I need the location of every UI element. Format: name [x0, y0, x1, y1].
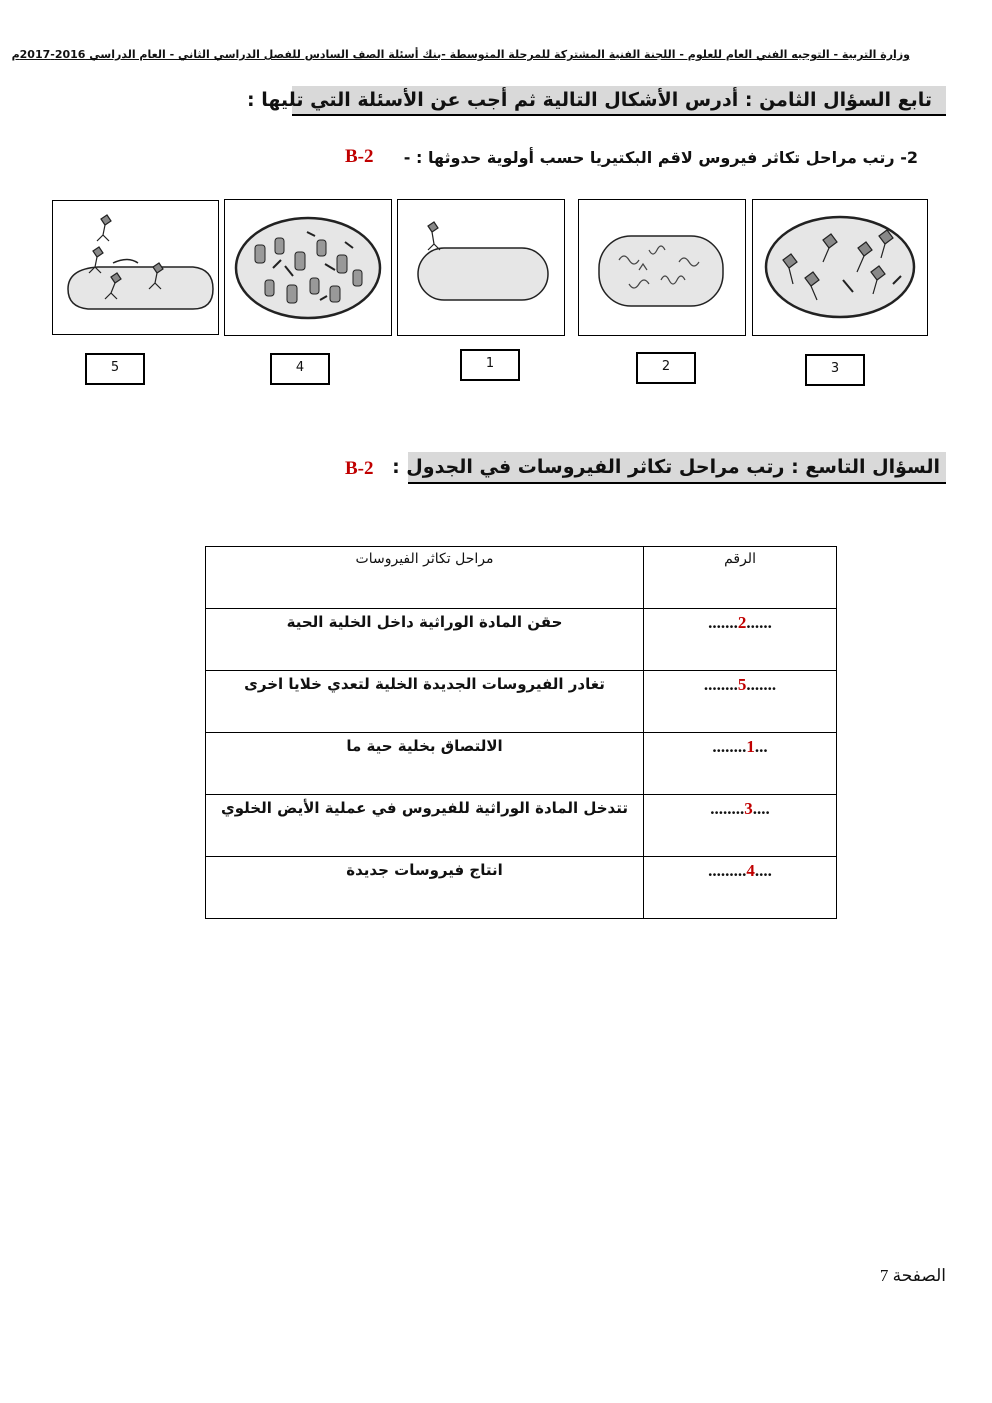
order-box-replication: 3 — [805, 354, 865, 386]
panel-assembly — [224, 199, 392, 336]
question9-code: B-2 — [345, 458, 374, 479]
row-stage: انتاج فيروسات جديدة — [206, 857, 644, 919]
table-row — [206, 671, 837, 733]
panel-attachment — [397, 199, 565, 336]
question8-title: تابع السؤال الثامن : أدرس الأشكال التالية ثم أجب عن الأسئلة التي تليها : — [246, 89, 932, 111]
table-header-row — [206, 547, 837, 609]
document-header: وزارة التربية - التوجيه الفني العام للعلوم - اللجنة الفنية المشتركة للمرحلة المتوسطة -بنك أسئلة الصف السادس للفصل الدراسي الثاني - العام الدراسي 2016-2017م — [11, 48, 910, 61]
row-number: ....3........ — [644, 795, 837, 857]
answer-number: 4 — [746, 861, 755, 880]
question8-item-text: 2- رتب مراحل تكاثر فيروس لاقم البكتيريا حسب أولوية حدوثها : - — [403, 148, 918, 167]
row-number: ...1........ — [644, 733, 837, 795]
question9-title: السؤال التاسع : رتب مراحل تكاثر الفيروسات في الجدول : — [392, 456, 940, 478]
cell-full-of-virus-parts-icon — [225, 200, 391, 335]
table-row — [206, 795, 837, 857]
table-row — [206, 609, 837, 671]
row-stage: حقن المادة الوراثية داخل الخلية الحية — [206, 609, 644, 671]
panel-injection — [578, 199, 746, 336]
stages-table — [205, 546, 837, 919]
row-number: .......5........ — [644, 671, 837, 733]
answer-number: 1 — [746, 737, 755, 756]
panel-replication — [752, 199, 928, 336]
table-row — [206, 857, 837, 919]
table-row — [206, 733, 837, 795]
question8-code: B-2 — [345, 146, 374, 167]
cell-with-dna-strands-icon — [579, 200, 745, 335]
order-box-injection: 2 — [636, 352, 696, 384]
row-stage: الالتصاق بخلية حية ما — [206, 733, 644, 795]
cell-with-new-phages-icon — [753, 200, 927, 335]
answer-number: 3 — [744, 799, 753, 818]
order-box-assembly: 4 — [270, 353, 330, 385]
panel-release — [52, 200, 219, 335]
row-number: ......2....... — [644, 609, 837, 671]
answer-number: 5 — [737, 675, 747, 694]
row-number: ....4......... — [644, 857, 837, 919]
phage-attached-cell-icon — [398, 200, 564, 335]
order-box-release: 5 — [85, 353, 145, 385]
phages-leaving-cell-icon — [53, 201, 218, 334]
page-number-label: الصفحة 7 — [879, 1266, 946, 1285]
order-box-attachment: 1 — [460, 349, 520, 381]
row-stage: تغادر الفيروسات الجديدة الخلية لتعدي خلايا اخرى — [206, 671, 644, 733]
row-stage: تتدخل المادة الوراثية للفيروس في عملية الأيض الخلوي — [206, 795, 644, 857]
answer-number: 2 — [737, 613, 747, 632]
header-stage: مراحل تكاثر الفيروسات — [206, 547, 644, 609]
header-number: الرقم — [644, 547, 837, 609]
